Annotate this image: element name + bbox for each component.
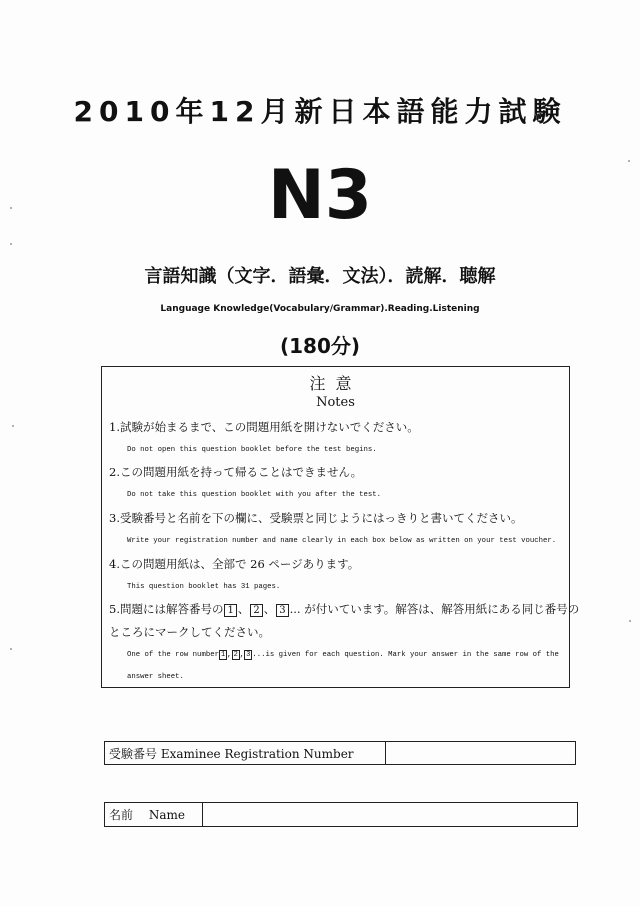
scan-speck	[10, 243, 12, 245]
note5-en-suffix: ...is given for each question. Mark your answer in the same row of the	[252, 651, 559, 659]
sections-jp: 言語知識（文字．語彙．文法）．読解．聴解	[144, 266, 496, 287]
note-item-en: One of the row number 1 , 2 , 3 ...is given for each question. Mark your answer in the same row of the	[127, 651, 559, 659]
scan-speck	[629, 620, 631, 622]
answer-number-box: 2	[233, 651, 238, 659]
note5-prefix: 5.問題には解答番号の	[109, 602, 224, 616]
level-heading: N3	[267, 156, 373, 235]
note-item-en: Do not open this question booklet before the test begins.	[127, 446, 377, 454]
note5-separator: 、	[237, 602, 250, 616]
scan-speck	[12, 425, 14, 427]
name-row	[104, 802, 578, 827]
note5-en-prefix: One of the row number	[127, 651, 219, 659]
duration: (180分)	[279, 334, 361, 358]
notes-heading-en: Notes	[316, 395, 355, 410]
registration-label: 受験番号 Examinee Registration Number	[105, 742, 386, 764]
scan-speck	[10, 648, 12, 650]
note-item-en: Do not take this question booklet with you after the test.	[127, 491, 381, 499]
name-input[interactable]	[203, 803, 577, 826]
answer-number-box: 3	[246, 651, 251, 659]
notes-heading-jp: 注意	[309, 374, 362, 393]
note5-suffix: ... が付いています。解答は、解答用紙にある同じ番号の	[289, 602, 580, 616]
note-item-jp: 2.この問題用紙を持って帰ることはできません。	[109, 465, 363, 479]
answer-number-box: 1	[220, 651, 226, 659]
registration-row	[104, 741, 576, 765]
note-item-jp: 3.受験番号と名前を下の欄に、受験票と同じようにはっきりと書いてください。	[109, 511, 523, 525]
note-item-jp: 1.試験が始まるまで、この問題用紙を開けないでください。	[109, 420, 419, 434]
note-item-en: answer sheet.	[127, 673, 184, 681]
answer-number-box: 2	[250, 604, 262, 617]
note-item-en: Write your registration number and name clearly in each box below as written on your test voucher.	[127, 537, 557, 545]
note5-separator: 、	[263, 602, 276, 616]
notes-box	[101, 366, 580, 688]
answer-number-box: 1	[224, 604, 236, 617]
sections-en: Language Knowledge(Vocabulary/Grammar).Reading.Listening	[160, 304, 480, 314]
exam-title: 2010年12月新日本語能力試験	[73, 95, 567, 128]
note-item-jp: 4.この問題用紙は、全部で 26 ページあります。	[109, 557, 360, 571]
answer-number-box: 3	[276, 604, 288, 617]
note-item-jp	[109, 601, 579, 617]
name-label: 名前 Name	[105, 803, 203, 826]
note-item-jp: ところにマークしてください。	[109, 625, 270, 639]
note-item-en: This question booklet has 31 pages.	[127, 583, 281, 591]
registration-number-input[interactable]	[386, 742, 575, 764]
